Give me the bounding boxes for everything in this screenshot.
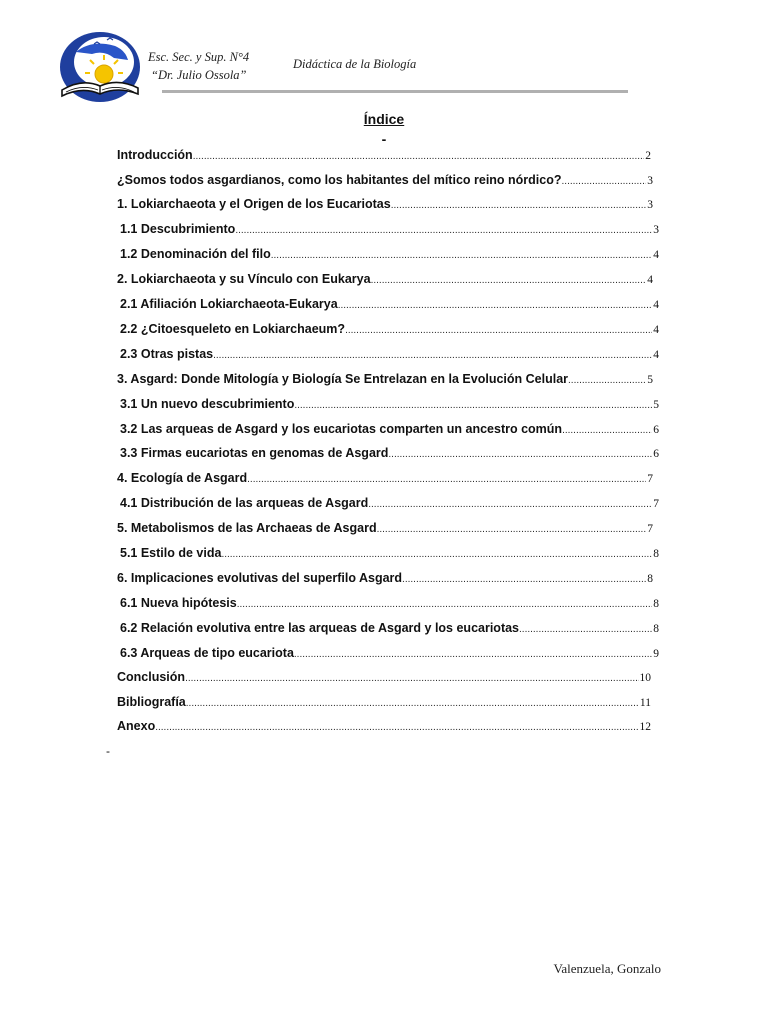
toc-leader-dots (388, 449, 652, 460)
toc-entry-page: 4 (653, 249, 659, 261)
toc-entry-page: 3 (653, 224, 659, 236)
toc-leader-dots (237, 599, 653, 610)
toc-leader-dots (235, 225, 652, 236)
toc-entry[interactable] (120, 646, 659, 666)
toc-entry-label: 4. Ecología de Asgard (117, 471, 248, 485)
toc-leader-dots (221, 549, 652, 560)
toc-entry[interactable] (117, 571, 653, 591)
toc-entry[interactable] (120, 347, 659, 367)
toc-entry-page: 7 (647, 473, 653, 485)
toc-entry-page: 5 (653, 399, 659, 411)
toc-entry[interactable] (117, 272, 653, 292)
toc-entry[interactable] (120, 621, 659, 641)
toc-entry-page: 4 (653, 299, 659, 311)
toc-entry[interactable] (117, 521, 653, 541)
toc-entry-label: 5. Metabolismos de las Archaeas de Asgard (117, 521, 377, 535)
toc-leader-dots (568, 375, 646, 386)
toc-entry-page: 4 (653, 324, 659, 336)
toc-leader-dots (186, 698, 639, 709)
toc-entry[interactable] (120, 546, 659, 566)
toc-entry-label: 6. Implicaciones evolutivas del superfilo Asgard (117, 571, 403, 585)
toc-entry-label: 2.3 Otras pistas (120, 347, 214, 361)
toc-leader-dots (155, 722, 638, 733)
toc-entry[interactable] (117, 719, 651, 739)
toc-entry-page: 3 (647, 199, 653, 211)
toc-entry[interactable] (117, 372, 653, 392)
toc-entry[interactable] (120, 247, 659, 267)
toc-title-dash: - (381, 131, 387, 147)
school-name-line1: Esc. Sec. y Sup. N°4 (148, 50, 250, 64)
toc-entry[interactable] (120, 446, 659, 466)
toc-leader-dots (213, 350, 652, 361)
toc-entry-page: 4 (647, 274, 653, 286)
toc-entry-label: 3.3 Firmas eucariotas en genomas de Asgard (120, 446, 389, 460)
toc-entry[interactable] (117, 148, 651, 168)
toc-entry-label: 3.2 Las arqueas de Asgard y los eucariotas comparten un ancestro común (120, 422, 563, 436)
toc-entry-label: 6.1 Nueva hipótesis (120, 596, 237, 610)
toc-leader-dots (345, 325, 652, 336)
toc-leader-dots (294, 400, 652, 411)
toc-entry-page: 12 (639, 721, 651, 733)
toc-entry-label: 1.2 Denominación del filo (120, 247, 271, 261)
toc-entry-label: ¿Somos todos asgardianos, como los habitantes del mítico reino nórdico? (117, 173, 562, 187)
toc-entry-page: 9 (653, 648, 659, 660)
stray-dash-mark: - (106, 744, 110, 758)
toc-entry-page: 8 (653, 598, 659, 610)
school-name (148, 48, 249, 84)
toc-entry-label: Bibliografía (117, 695, 186, 709)
toc-entry-label: 3. Asgard: Donde Mitología y Biología Se Entrelazan en la Evolución Celular (117, 372, 569, 386)
toc-entry-label: 6.2 Relación evolutiva entre las arqueas de Asgard y los eucariotas (120, 621, 520, 635)
toc-entry-label: 2. Lokiarchaeota y su Vínculo con Eukarya (117, 272, 371, 286)
toc-entry[interactable] (117, 695, 651, 715)
toc-entry-label: Conclusión (117, 670, 186, 684)
toc-entry-label: 5.1 Estilo de vida (120, 546, 222, 560)
toc-entry[interactable] (117, 471, 653, 491)
toc-leader-dots (247, 474, 646, 485)
toc-leader-dots (371, 275, 647, 286)
course-name: Didáctica de la Biología (293, 57, 417, 71)
toc-entry-label: 2.2 ¿Citoesqueleto en Lokiarchaeum? (120, 322, 346, 336)
toc-leader-dots (377, 524, 647, 535)
toc-leader-dots (368, 499, 652, 510)
toc-entry-page: 8 (653, 623, 659, 635)
toc-entry[interactable] (120, 397, 659, 417)
toc-leader-dots (294, 649, 652, 660)
header-divider (162, 90, 628, 93)
toc-entry-label: Introducción (117, 148, 193, 162)
toc-entry-label: Anexo (117, 719, 156, 733)
toc-entry-page: 3 (647, 175, 653, 187)
toc-leader-dots (391, 200, 647, 211)
author-name: Valenzuela, Gonzalo (553, 961, 661, 976)
toc-entry-label: 2.1 Afiliación Lokiarchaeota-Eukarya (120, 297, 338, 311)
toc-entry[interactable] (120, 496, 659, 516)
toc-leader-dots (193, 151, 645, 162)
toc-entry-page: 10 (639, 672, 651, 684)
toc-leader-dots (519, 624, 652, 635)
toc-entry[interactable] (120, 222, 659, 242)
toc-entry[interactable] (120, 322, 659, 342)
toc-leader-dots (562, 425, 652, 436)
toc-entry-page: 7 (653, 498, 659, 510)
toc-entry-page: 7 (647, 523, 653, 535)
toc-entry[interactable] (117, 173, 653, 193)
toc-entry-page: 8 (653, 548, 659, 560)
toc-entry-label: 1. Lokiarchaeota y el Origen de los Eucariotas (117, 197, 391, 211)
toc-entry-page: 5 (647, 374, 653, 386)
toc-entry[interactable] (120, 596, 659, 616)
toc-leader-dots (185, 673, 638, 684)
toc-leader-dots (271, 250, 653, 261)
toc-leader-dots (402, 574, 646, 585)
toc-entry[interactable] (120, 297, 659, 317)
school-logo-book-sun-icon (54, 30, 142, 106)
toc-title: Índice (363, 111, 405, 127)
toc-leader-dots (562, 176, 647, 187)
toc-entry[interactable] (117, 670, 651, 690)
toc-entry[interactable] (120, 422, 659, 442)
toc-entry-label: 6.3 Arqueas de tipo eucariota (120, 646, 294, 660)
toc-entry-page: 11 (639, 697, 651, 709)
school-name-line2: “Dr. Julio Ossola” (151, 68, 247, 82)
toc-entry-page: 6 (653, 448, 659, 460)
toc-entry-label: 3.1 Un nuevo descubrimiento (120, 397, 295, 411)
toc-entry-page: 8 (647, 573, 653, 585)
toc-entry-label: 4.1 Distribución de las arqueas de Asgard (120, 496, 369, 510)
toc-entry-page: 4 (653, 349, 659, 361)
toc-entry-page: 2 (645, 150, 651, 162)
toc-leader-dots (338, 300, 653, 311)
toc-entry[interactable] (117, 197, 653, 217)
toc-entry-page: 6 (653, 424, 659, 436)
toc-entry-label: 1.1 Descubrimiento (120, 222, 236, 236)
